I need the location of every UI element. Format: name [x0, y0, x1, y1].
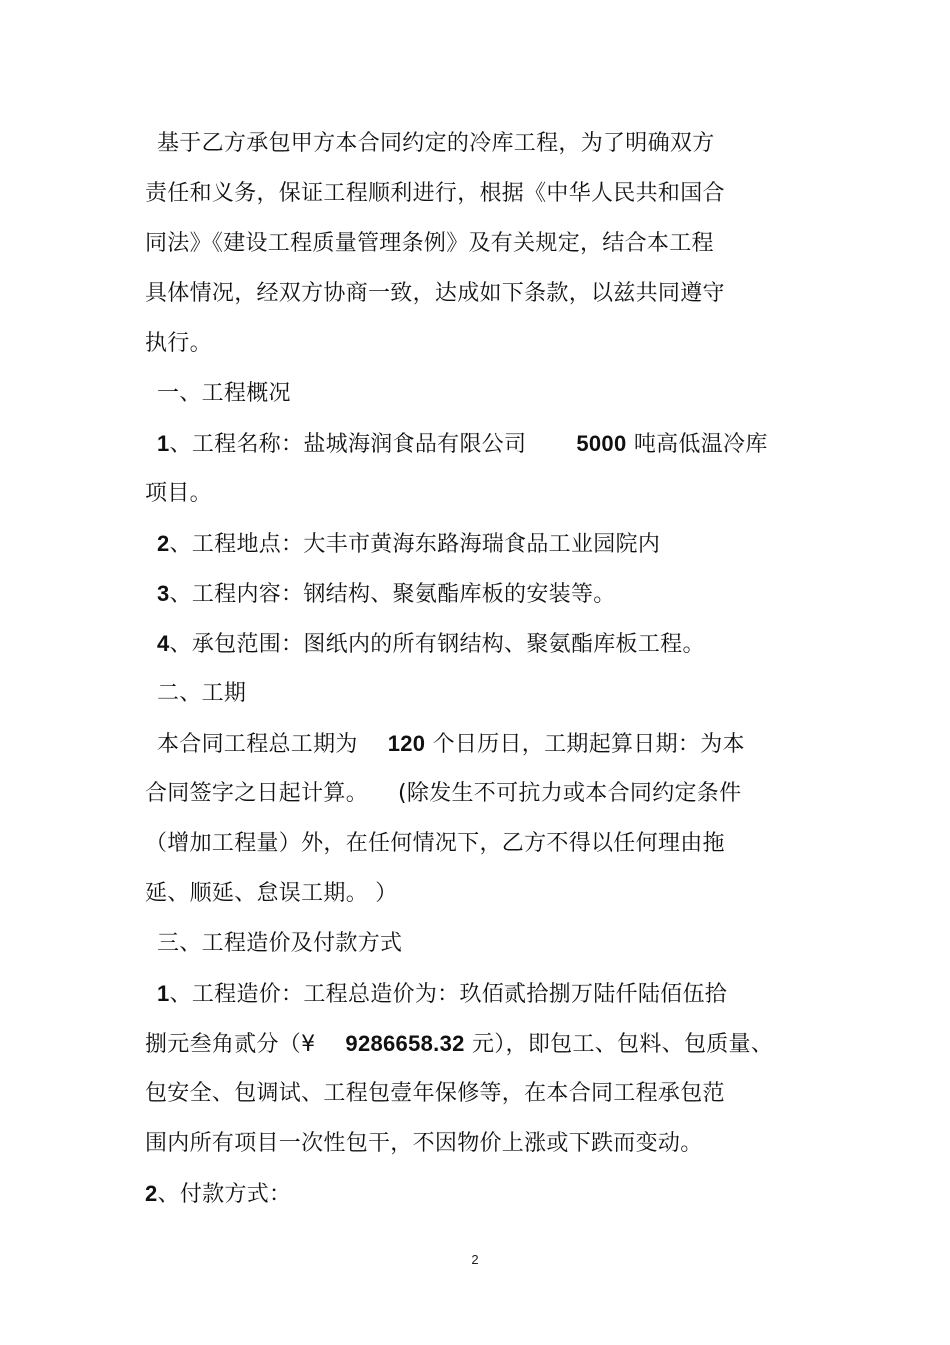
section-2-line-1 [157, 729, 745, 759]
item-number: 3 [157, 581, 170, 606]
project-location: 、工程地点：大丰市黄海东路海瑞食品工业园院内 [169, 532, 661, 557]
section-2-heading: 二、工期 [157, 681, 247, 706]
project-name-suffix: 吨高低温冷库 [633, 432, 768, 457]
item-number: 1 [157, 431, 170, 456]
price-inclusions: 元），即包工、包料、包质量、 [471, 1032, 774, 1057]
price-amount: 9286658.32 [345, 1031, 465, 1056]
section-3-item-1-line-2 [145, 1029, 773, 1059]
contract-scope: 、承包范围：图纸内的所有钢结构、聚氨酯库板工程。 [169, 632, 705, 657]
section-1-item-1-cont: 项目。 [145, 481, 212, 506]
intro-line-3: 同法》《建设工程质量管理条例》及有关规定，结合本工程 [145, 231, 714, 256]
item-number: 2 [157, 531, 170, 556]
section-1-item-4 [157, 629, 705, 659]
duration-label: 本合同工程总工期为 [157, 732, 358, 757]
section-2-line-3: （增加工程量）外，在任何情况下，乙方不得以任何理由拖 [145, 831, 725, 856]
section-1-heading: 一、工程概况 [157, 381, 291, 406]
duration-days: 120 [387, 731, 426, 756]
item-number: 4 [157, 631, 170, 656]
project-name-label: 、工程名称：盐城海润食品有限公司 [169, 432, 527, 457]
project-content: 、工程内容：钢结构、聚氨酯库板的安装等。 [169, 582, 616, 607]
exception-text: (除发生不可抗力或本合同约定条件 [398, 781, 742, 806]
price-words-end: 捌元叁角贰分（¥ [145, 1032, 316, 1057]
section-3-item-2 [145, 1179, 291, 1209]
section-3-item-1-line-3: 包安全、包调试、工程包壹年保修等，在本合同工程承包范 [145, 1081, 725, 1106]
section-1-item-3 [157, 579, 616, 609]
intro-line-2: 责任和义务，保证工程顺利进行，根据《中华人民共和国合 [145, 181, 725, 206]
page-number: 2 [471, 1252, 479, 1267]
section-1-item-2 [157, 529, 660, 559]
section-3-item-1 [157, 979, 727, 1009]
section-3-item-1-line-4: 围内所有项目一次性包干，不因物价上涨或下跌而变动。 [145, 1131, 703, 1156]
item-number: 2 [145, 1181, 158, 1206]
payment-method-label: 、付款方式： [157, 1182, 292, 1207]
start-date-text: 合同签字之日起计算。 [145, 781, 369, 806]
intro-line-5: 执行。 [145, 331, 212, 356]
section-3-heading: 三、工程造价及付款方式 [157, 931, 403, 956]
total-price-text: 、工程造价：工程总造价为：玖佰贰拾捌万陆仟陆佰伍拾 [169, 982, 728, 1007]
tonnage-value: 5000 [576, 431, 627, 456]
duration-suffix: 个日历日，工期起算日期：为本 [432, 732, 745, 757]
section-2-line-2 [145, 779, 741, 809]
section-1-item-1 [157, 429, 768, 459]
section-2-line-4: 延、顺延、怠误工期。 ） [145, 881, 398, 906]
intro-line-1: 基于乙方承包甲方本合同约定的冷库工程，为了明确双方 [157, 131, 715, 156]
item-number: 1 [157, 981, 170, 1006]
intro-line-4: 具体情况，经双方协商一致，达成如下条款，以兹共同遵守 [145, 281, 725, 306]
